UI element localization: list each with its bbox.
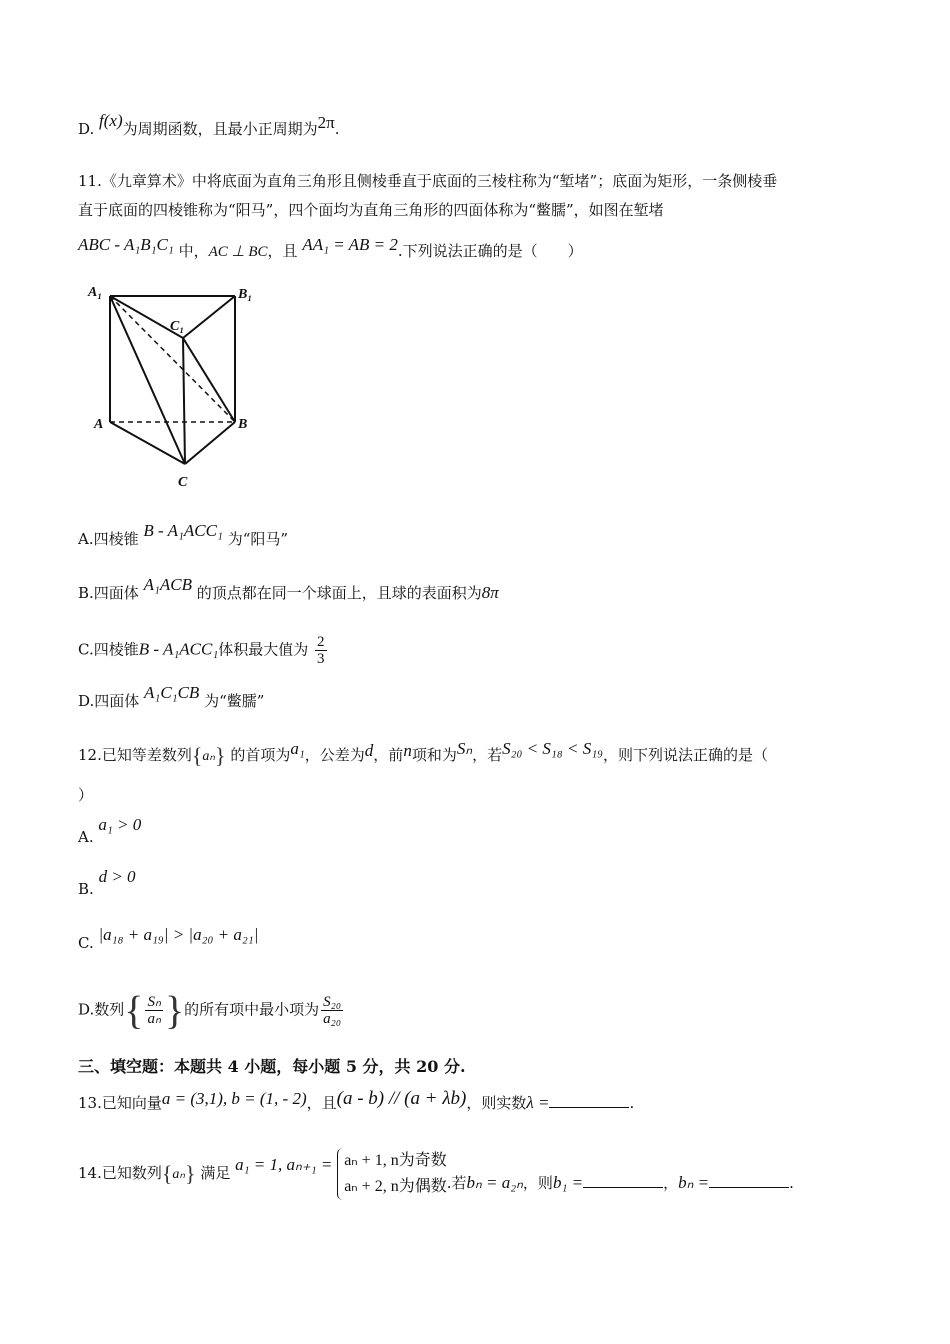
text: ，则下列说法正确的是（	[603, 746, 769, 764]
q12-option-b	[78, 867, 136, 900]
math-tetra: A₁C₁CB	[144, 683, 200, 702]
label-b: B	[238, 417, 248, 432]
text: 12.已知等差数列	[78, 746, 192, 764]
label-b1: B₁	[238, 287, 253, 302]
math-bdef: bₙ = a₂ₙ	[466, 1173, 523, 1192]
text: 满足	[200, 1164, 231, 1182]
option-text: 为周期函数，且最小正周期为	[122, 120, 318, 138]
answer-blank[interactable]	[549, 1097, 629, 1108]
option-label: C.四棱锥	[78, 640, 139, 659]
piecewise-cases	[337, 1148, 447, 1200]
math-d: d	[364, 741, 374, 760]
fraction	[321, 994, 343, 1027]
text: 13.已知向量	[78, 1094, 162, 1112]
label-a: A	[94, 417, 104, 432]
option-label: A.	[78, 828, 94, 846]
brace-open: {	[161, 1161, 173, 1186]
math-option: |a₁₈ + a₁₉| > |a₂₀ + a₂₁|	[98, 925, 259, 944]
math-lambda: λ =	[526, 1093, 550, 1112]
option-text: 为“阳马”	[227, 530, 289, 548]
text: 项和为	[411, 746, 457, 764]
option-label: B.	[78, 880, 94, 898]
q11-option-c	[78, 634, 329, 667]
q11-line3	[78, 235, 583, 263]
math-option: a₁ > 0	[98, 815, 142, 834]
text: ，前	[373, 746, 404, 764]
prism-figure	[80, 282, 260, 492]
option-label: A.四棱锥	[78, 530, 139, 548]
option-label: D.四面体	[78, 692, 140, 710]
text: 的首项为	[230, 746, 291, 764]
text: ，则实数	[466, 1094, 527, 1112]
fraction-num: S₂₀	[323, 994, 342, 1010]
text: ，且	[306, 1094, 337, 1112]
math-tetra: A₁ACB	[143, 575, 192, 594]
math-a1: a₁	[290, 739, 305, 758]
math-cond: S₂₀ < S₁₈ < S₁₉	[502, 739, 604, 758]
q11-option-b	[78, 575, 499, 604]
text: .下列说法正确的是（ ）	[397, 242, 583, 260]
brace-open: {	[124, 987, 144, 1033]
math-prism: ABC - A₁B₁C₁	[78, 235, 174, 254]
math-vectors: a = (3,1), b = (1, - 2)	[161, 1089, 307, 1108]
option-text: 的所有项中最小项为	[184, 1000, 320, 1019]
period: .	[789, 1174, 794, 1192]
option-label: C.	[78, 934, 94, 952]
math-sn: Sₙ	[456, 739, 473, 758]
math-b1: b₁ =	[552, 1173, 584, 1192]
text: .若	[446, 1174, 467, 1192]
q12-option-c	[78, 925, 259, 954]
q12-stem-end: ）	[78, 786, 94, 804]
option-text: 的顶点都在同一个球面上，且球的表面积为	[196, 584, 482, 602]
math-eq: AA₁ = AB = 2	[302, 235, 398, 254]
math-seq: aₙ	[202, 749, 215, 764]
q11-option-d	[78, 683, 265, 712]
period: .	[334, 120, 340, 138]
comma: ，	[663, 1174, 679, 1192]
q11-option-a	[78, 521, 289, 550]
text: 14.已知数列	[78, 1164, 162, 1182]
q13-stem	[78, 1088, 635, 1114]
case-odd: aₙ + 1, n为奇数	[344, 1152, 447, 1169]
fraction-num: 2	[317, 634, 325, 650]
brace-close: }	[185, 1161, 196, 1186]
brace-open: {	[191, 743, 203, 768]
option-text: 为“鳖臑”	[204, 692, 265, 710]
case-even: aₙ + 2, n为偶数	[344, 1178, 447, 1195]
math-cond: (a - b) // (a + λb)	[336, 1088, 467, 1109]
q12-stem	[78, 739, 769, 768]
text: ，若	[472, 746, 503, 764]
answer-blank-b1[interactable]	[583, 1177, 663, 1188]
fraction	[145, 994, 162, 1027]
answer-blank-bn[interactable]	[709, 1177, 789, 1188]
math-func: f(x)	[99, 111, 123, 130]
math-pyramid: B - A₁ACC₁	[143, 521, 223, 540]
math-value: 8π	[481, 583, 499, 602]
math-seq: aₙ	[172, 1167, 185, 1182]
fraction-den: a₂₀	[323, 1011, 342, 1027]
fraction-den: aₙ	[147, 1011, 161, 1027]
math-perp: AC ⊥ BC	[208, 244, 268, 260]
brace-close: }	[164, 987, 185, 1033]
period: .	[629, 1094, 635, 1112]
section-3-heading: 三、填空题：本题共 4 小题，每小题 5 分，共 20 分.	[78, 1057, 466, 1076]
math-value: 2π	[317, 113, 335, 132]
text: ，公差为	[304, 746, 365, 764]
fraction-num: Sₙ	[147, 994, 161, 1010]
option-label: D.数列	[78, 1000, 125, 1019]
q11-line1: 11.《九章算术》中将底面为直角三角形且侧棱垂直于底面的三棱柱称为“堑堵”；底面为矩形，一条侧棱垂	[78, 172, 778, 190]
math-option: d > 0	[98, 867, 136, 886]
q12-option-d	[78, 987, 345, 1033]
math-n: n	[403, 741, 412, 760]
prev-option-d	[78, 111, 340, 140]
option-text: 体积最大值为	[218, 640, 309, 659]
q12-option-a	[78, 815, 142, 848]
brace-close: }	[215, 743, 226, 768]
math-pyramid: B - A₁ACC₁	[138, 639, 219, 659]
label-a1: A₁	[88, 285, 103, 300]
label-c1: C₁	[170, 319, 185, 334]
q11-line2: 直于底面的四棱锥称为“阳马”，四个面均为直角三角形的四面体称为“鳖臑”，如图在堑堵	[78, 201, 664, 219]
fraction	[315, 634, 327, 667]
math-def: a₁ = 1, aₙ₊₁ =	[235, 1155, 333, 1174]
math-bn: bₙ =	[678, 1173, 710, 1192]
label-c: C	[178, 475, 188, 490]
fraction-den: 3	[317, 651, 325, 667]
text: ，且	[267, 242, 298, 260]
q14-stem	[78, 1148, 794, 1200]
option-label: D.	[78, 120, 95, 138]
option-label: B.四面体	[78, 584, 139, 602]
text: 中，	[178, 242, 209, 260]
text: ，则	[522, 1174, 553, 1192]
